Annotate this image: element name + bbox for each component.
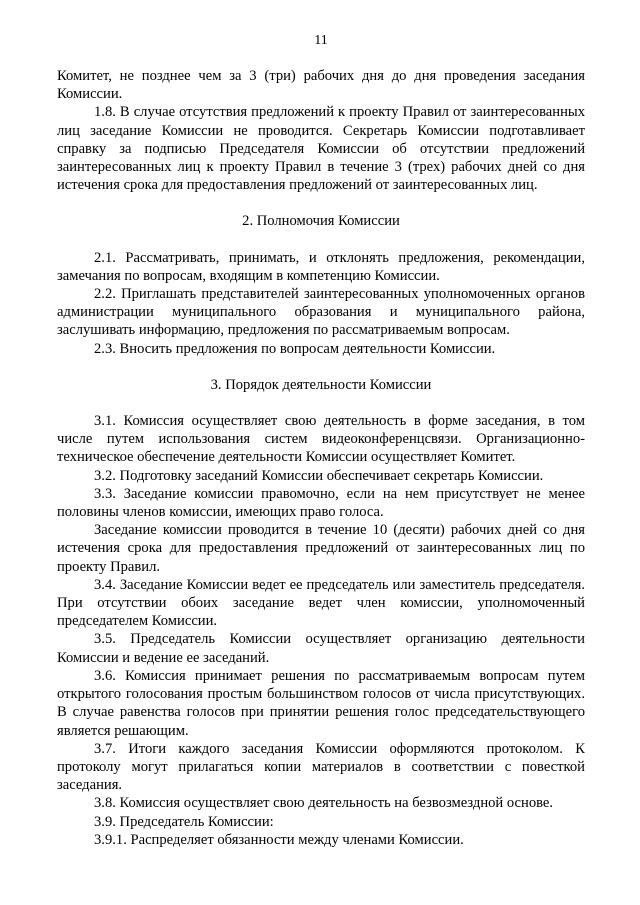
paragraph-3-3-cont: Заседание комиссии проводится в течение 10 (десяти) рабочих дней со дня истечения срока для предоставления предложений от заинтересованных лиц по проекту Правил. <box>57 522 585 575</box>
page-number: 11 <box>314 33 328 48</box>
section-2-heading: 2. Полномочия Комиссии <box>242 213 400 230</box>
paragraph-3-9: 3.9. Председатель Комиссии: <box>94 813 274 830</box>
paragraph-3-8: 3.8. Комиссия осуществляет свою деятельность на безвозмездной основе. <box>94 795 554 812</box>
paragraph-1-8: 1.8. В случае отсутствия предложений к проекту Правил от заинтересованных лиц заседание Комиссии не проводится. Секретарь Комиссии подготавливает справку за подписью Председателя Комиссии об отсутствии предложений заинтересованных лиц к проекту Правил в течение 3 (трех) рабочих дней со дня истечения срока для предоставления предложений от заинтересованных лиц. <box>57 104 585 194</box>
section-3-heading: 3. Порядок деятельности Комиссии <box>210 376 432 393</box>
paragraph-2-1: 2.1. Рассматривать, принимать, и отклонять предложения, рекомендации, замечания по вопросам, входящим в компетенцию Комиссии. <box>57 249 585 284</box>
paragraph-3-9-1: 3.9.1. Распределяет обязанности между членами Комиссии. <box>94 831 464 848</box>
paragraph-continuation: Комитет, не позднее чем за 3 (три) рабочих дня до дня проведения заседания Комиссии. <box>57 68 585 103</box>
paragraph-2-2: 2.2. Приглашать представителей заинтересованных уполномоченных органов администрации муниципального образования и муниципального района, заслушивать информацию, предложения по рассматриваемым вопросам. <box>57 286 585 339</box>
paragraph-3-3: 3.3. Заседание комиссии правомочно, если на нем присутствует не менее половины членов комиссии, имеющих право голоса. <box>57 485 585 521</box>
paragraph-3-4: 3.4. Заседание Комиссии ведет ее председатель или заместитель председателя. При отсутствии обоих заседание ведет член комиссии, уполномоченный председателем Комиссии. <box>57 576 585 630</box>
paragraph-3-2: 3.2. Подготовку заседаний Комиссии обеспечивает секретарь Комиссии. <box>94 467 544 484</box>
paragraph-3-7: 3.7. Итоги каждого заседания Комиссии оформляются протоколом. К протоколу могут прилагаться копии материалов в соответствии с повесткой заседания. <box>57 740 585 794</box>
paragraph-3-6: 3.6. Комиссия принимает решения по рассматриваемым вопросам путем открытого голосования простым большинством голосов от числа присутствующих. В случае равенства голосов при принятии решения голос председательствующего является решающим. <box>57 667 585 739</box>
paragraph-3-5: 3.5. Председатель Комиссии осуществляет организацию деятельности Комиссии и ведение ее заседаний. <box>57 631 585 666</box>
paragraph-3-1: 3.1. Комиссия осуществляет свою деятельность в форме заседания, в том числе путем использования систем видеоконференцсвязи. Организационно-техническое обеспечение деятельности Комиссии осуществляет Комитет. <box>57 413 585 466</box>
paragraph-2-3: 2.3. Вносить предложения по вопросам деятельности Комиссии. <box>94 340 496 357</box>
